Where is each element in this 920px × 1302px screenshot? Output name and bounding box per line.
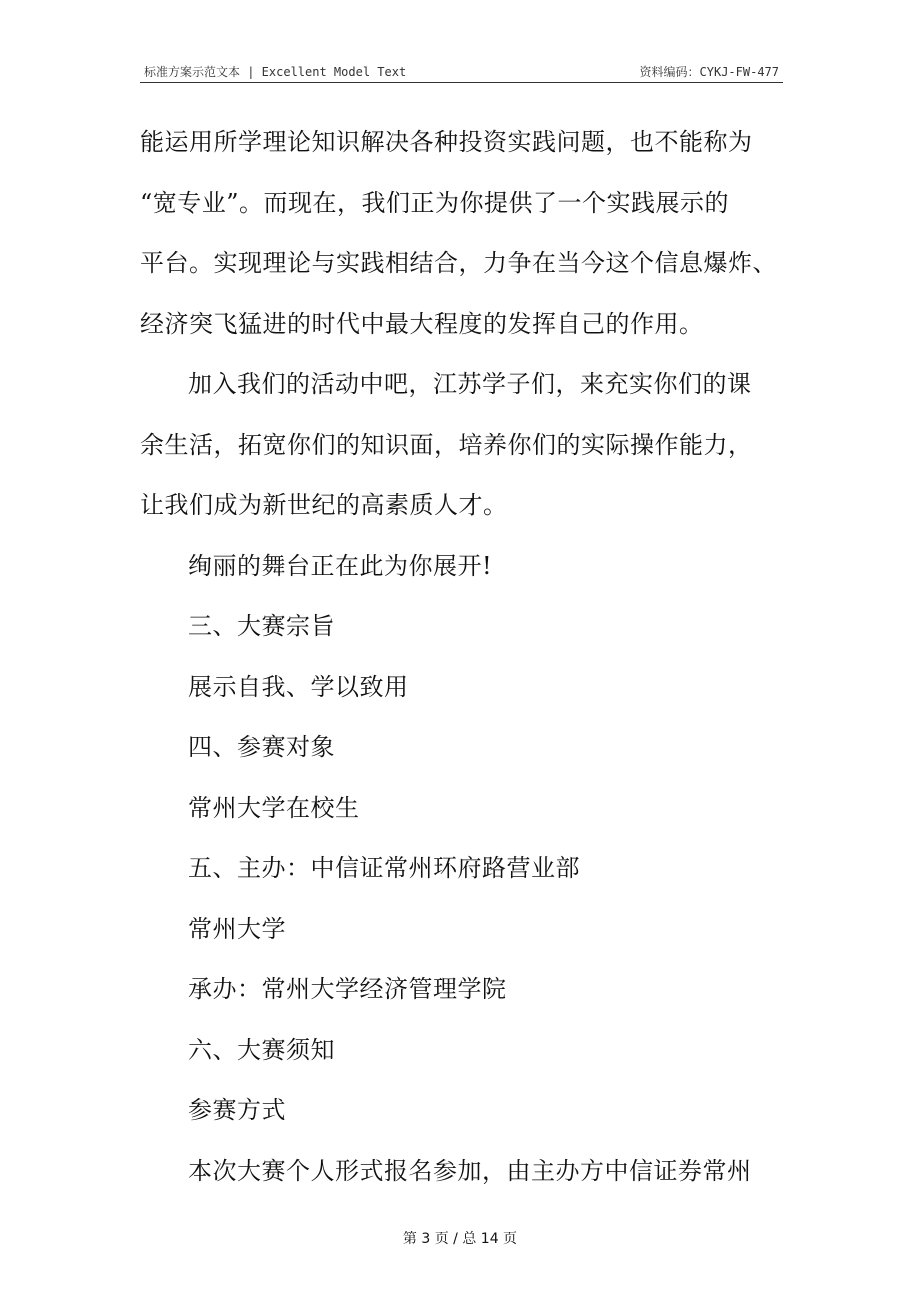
section-heading: 五、主办：中信证常州环府路营业部 — [188, 854, 580, 882]
body-line: 绚丽的舞台正在此为你展开! — [188, 551, 493, 580]
body-line: “宽专业”。而现在，我们正为你提供了一个实践展示的 — [140, 188, 730, 217]
page-number: 第 3 页 / 总 14 页 — [402, 1231, 518, 1247]
body-line: 平台。实现理论与实践相结合，力争在当今这个信息爆炸、 — [140, 249, 777, 277]
section-heading: 三、大赛宗旨 — [188, 612, 335, 640]
body-line: 参赛方式 — [188, 1096, 286, 1124]
body-line: 常州大学 — [188, 914, 286, 943]
body-line: 余生活，拓宽你们的知识面，培养你们的实际操作能力， — [140, 430, 753, 459]
section-heading: 六、大赛须知 — [188, 1035, 335, 1064]
body-line: 经济突飞猛进的时代中最大程度的发挥自己的作用。 — [140, 309, 704, 338]
document-body — [140, 120, 790, 1209]
body-line: 加入我们的活动中吧，江苏学子们，来充实你们的课 — [188, 370, 752, 398]
body-line: 承办：常州大学经济管理学院 — [188, 975, 507, 1003]
page-header — [140, 62, 783, 83]
body-line: 常州大学在校生 — [188, 793, 360, 822]
body-line: 本次大赛个人形式报名参加，由主办方中信证券常州 — [188, 1156, 752, 1185]
body-line: 让我们成为新世纪的高素质人才。 — [140, 491, 508, 519]
section-heading: 四、参赛对象 — [188, 733, 335, 761]
body-line: 能运用所学理论知识解决各种投资实践问题，也不能称为 — [140, 128, 753, 156]
header-document-code: 资料编码：CYKJ-FW-477 — [639, 65, 779, 79]
header-left-text: 标准方案示范文本 | Excellent Model Text — [144, 65, 407, 79]
body-line: 展示自我、学以致用 — [188, 672, 409, 701]
